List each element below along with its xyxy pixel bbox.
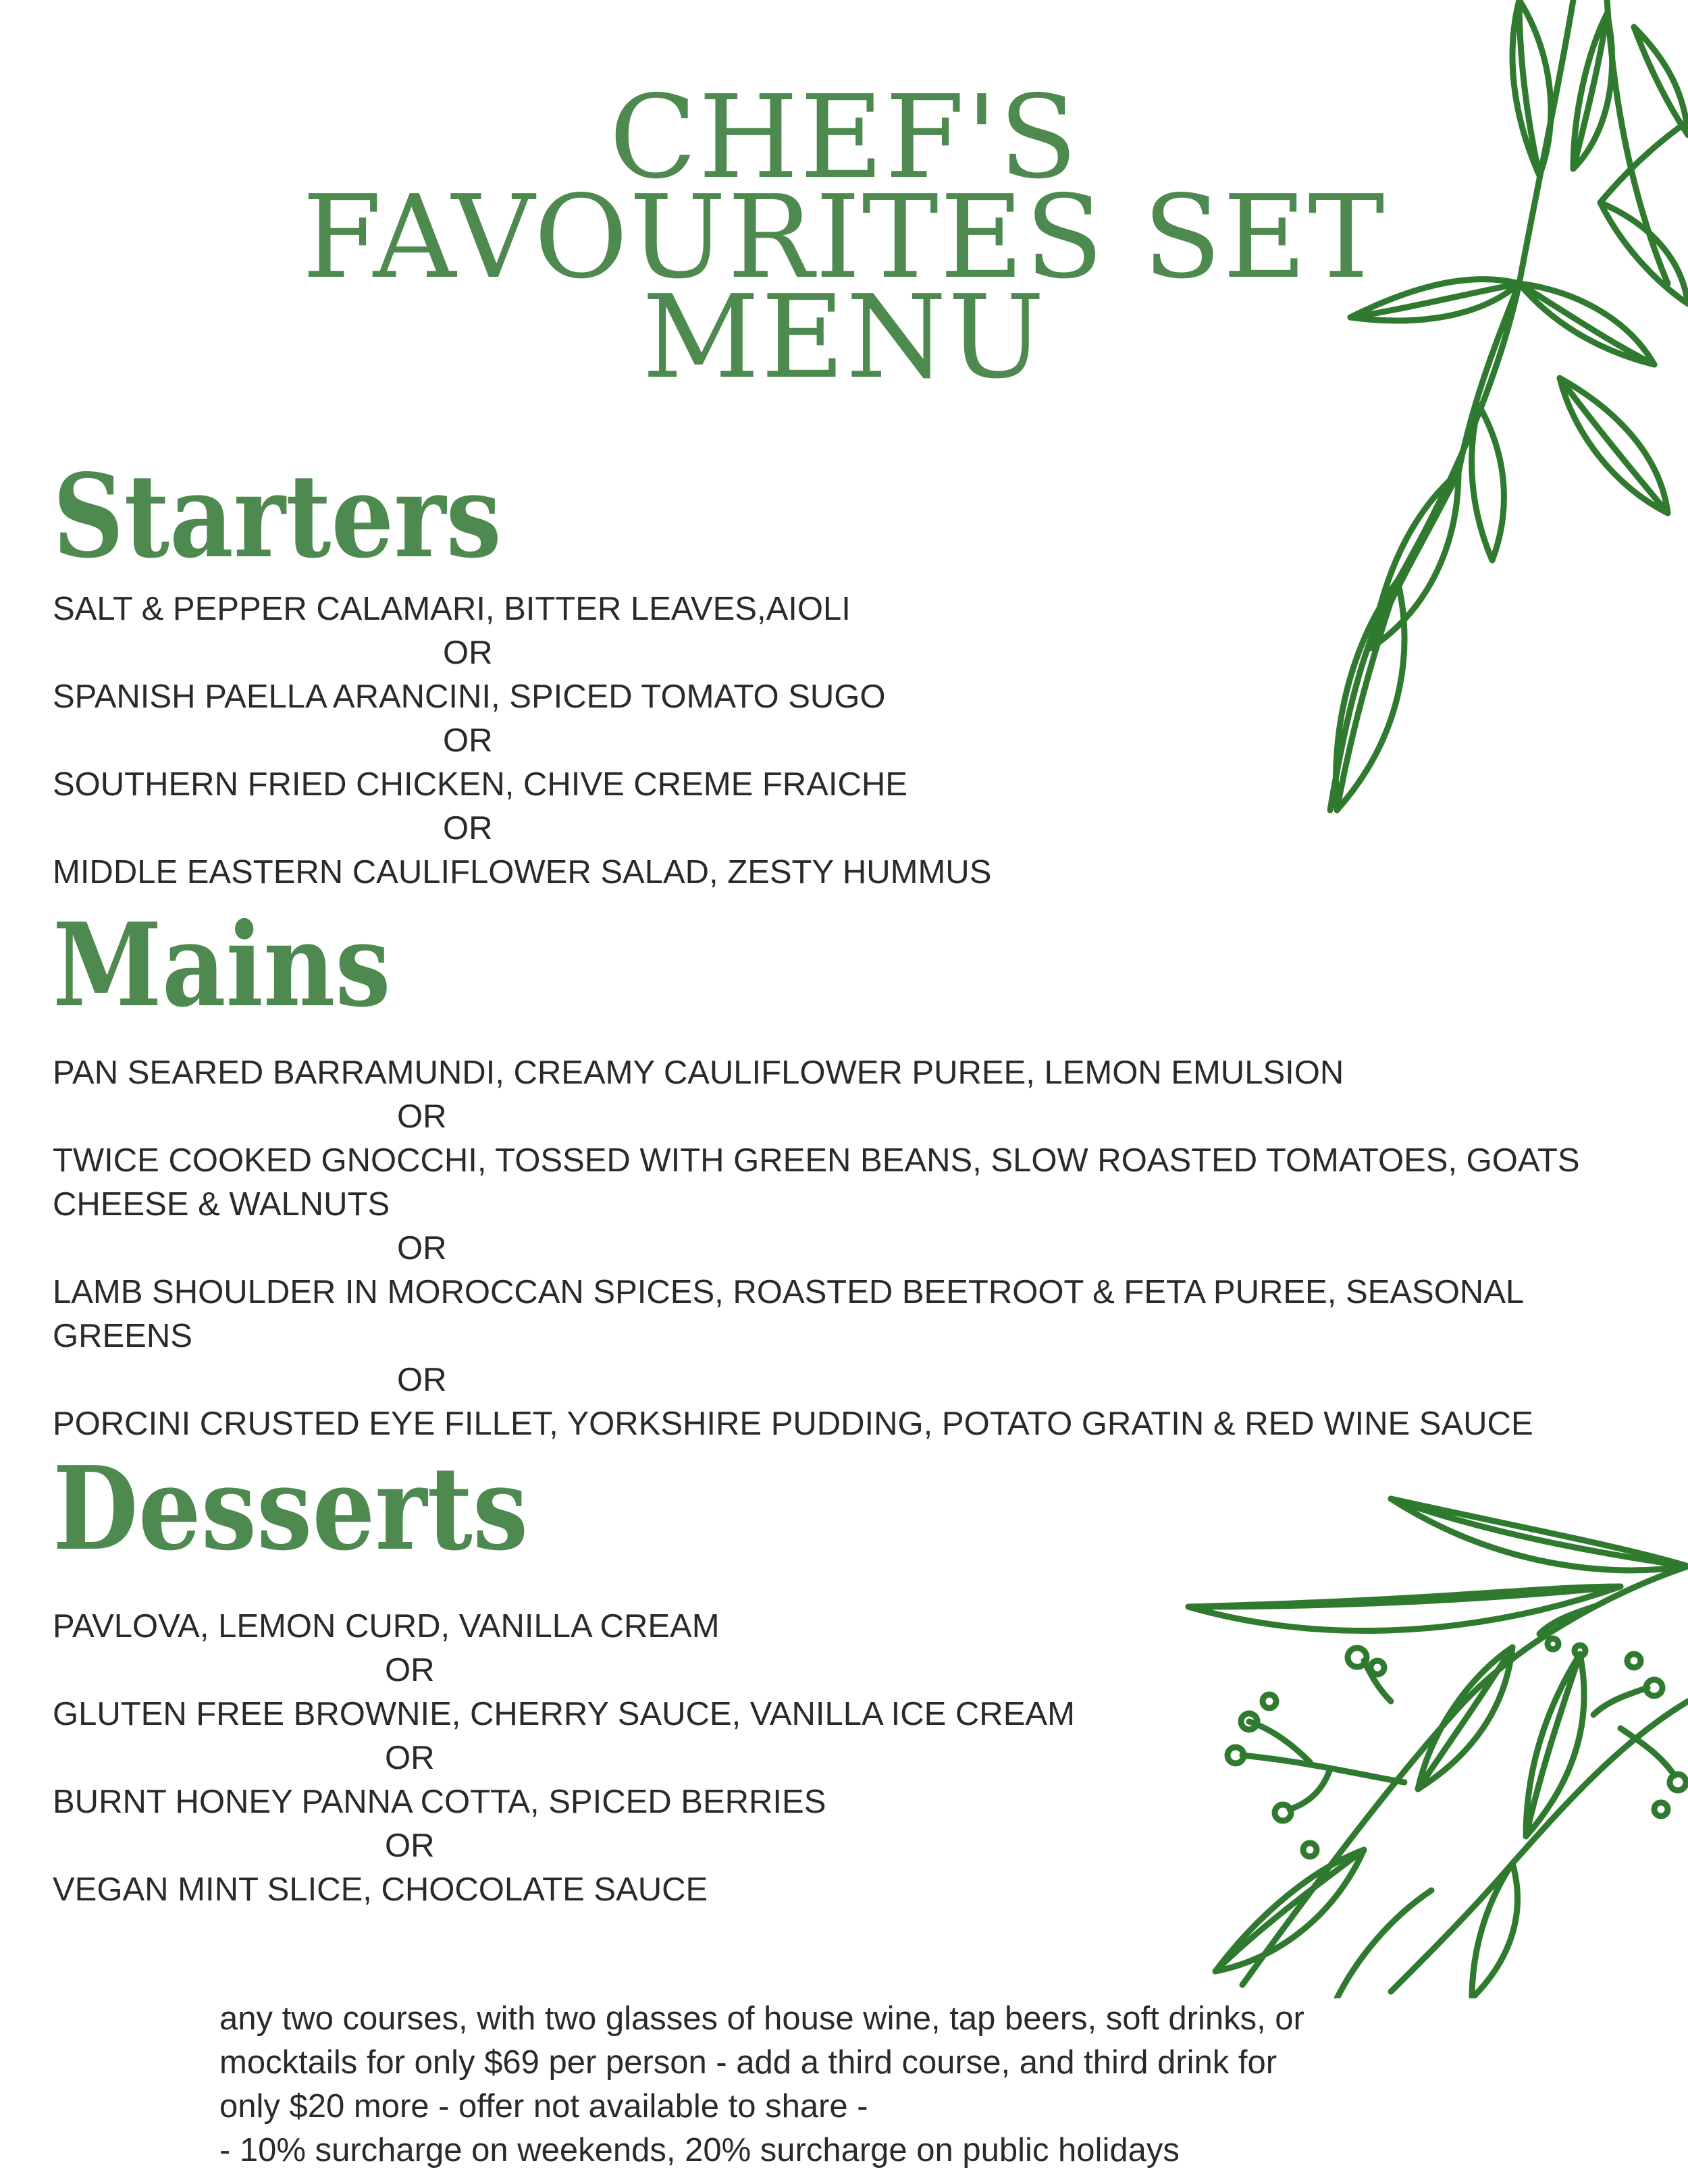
- or-separator: OR: [397, 1362, 447, 1398]
- main-item: TWICE COOKED GNOCCHI, TOSSED WITH GREEN BEANS, SLOW ROASTED TOMATOES, GOATS CHEESE & WALNUTS: [53, 1142, 1580, 1223]
- or-separator: OR: [443, 810, 493, 847]
- offer-terms-line: any two courses, with two glasses of house wine, tap beers, soft drinks, or: [219, 2000, 1304, 2037]
- main-item: LAMB SHOULDER IN MOROCCAN SPICES, ROASTED BEETROOT & FETA PUREE, SEASONAL GREENS: [53, 1274, 1523, 1354]
- or-separator: OR: [397, 1230, 447, 1267]
- or-separator: OR: [385, 1828, 435, 1864]
- menu-title-line-3: MENU: [641, 271, 1047, 404]
- mains-heading: Mains: [53, 898, 391, 1033]
- dessert-item: GLUTEN FREE BROWNIE, CHERRY SAUCE, VANILLA ICE CREAM: [53, 1696, 1075, 1732]
- or-separator: OR: [385, 1652, 435, 1688]
- or-separator: OR: [443, 635, 493, 671]
- starter-item: SALT & PEPPER CALAMARI, BITTER LEAVES,AIOLI: [53, 591, 851, 627]
- starters-heading: Starters: [53, 449, 502, 584]
- menu-title: [0, 71, 1688, 404]
- or-separator: OR: [397, 1098, 447, 1135]
- offer-terms-note: [219, 1997, 1502, 2173]
- starter-item: SPANISH PAELLA ARANCINI, SPICED TOMATO SUGO: [53, 678, 886, 715]
- offer-terms-line: mocktails for only $69 per person - add a third course, and third drink for: [219, 2044, 1277, 2081]
- or-separator: OR: [385, 1740, 435, 1776]
- dessert-item: PAVLOVA, LEMON CURD, VANILLA CREAM: [53, 1608, 720, 1645]
- starters-list: [53, 587, 1673, 895]
- dessert-item: VEGAN MINT SLICE, CHOCOLATE SAUCE: [53, 1871, 708, 1908]
- desserts-list: [53, 1605, 1673, 1912]
- starter-item: SOUTHERN FRIED CHICKEN, CHIVE CREME FRAICHE: [53, 766, 907, 803]
- starter-item: MIDDLE EASTERN CAULIFLOWER SALAD, ZESTY HUMMUS: [53, 854, 992, 890]
- surcharge-note: - 10% surcharge on weekends, 20% surcharge on public holidays: [219, 2132, 1180, 2168]
- main-item: PAN SEARED BARRAMUNDI, CREAMY CAULIFLOWER PUREE, LEMON EMULSION: [53, 1055, 1344, 1091]
- menu-title-line-2: FAVOURITES SET: [302, 171, 1386, 304]
- main-item: PORCINI CRUSTED EYE FILLET, YORKSHIRE PUDDING, POTATO GRATIN & RED WINE SAUCE: [53, 1406, 1533, 1442]
- menu-title-line-1: CHEF'S: [609, 71, 1079, 205]
- or-separator: OR: [443, 722, 493, 759]
- mains-list: [53, 1051, 1680, 1446]
- dessert-item: BURNT HONEY PANNA COTTA, SPICED BERRIES: [53, 1784, 826, 1820]
- desserts-heading: Desserts: [53, 1441, 529, 1576]
- offer-terms-line: only $20 more - offer not available to share -: [219, 2088, 868, 2125]
